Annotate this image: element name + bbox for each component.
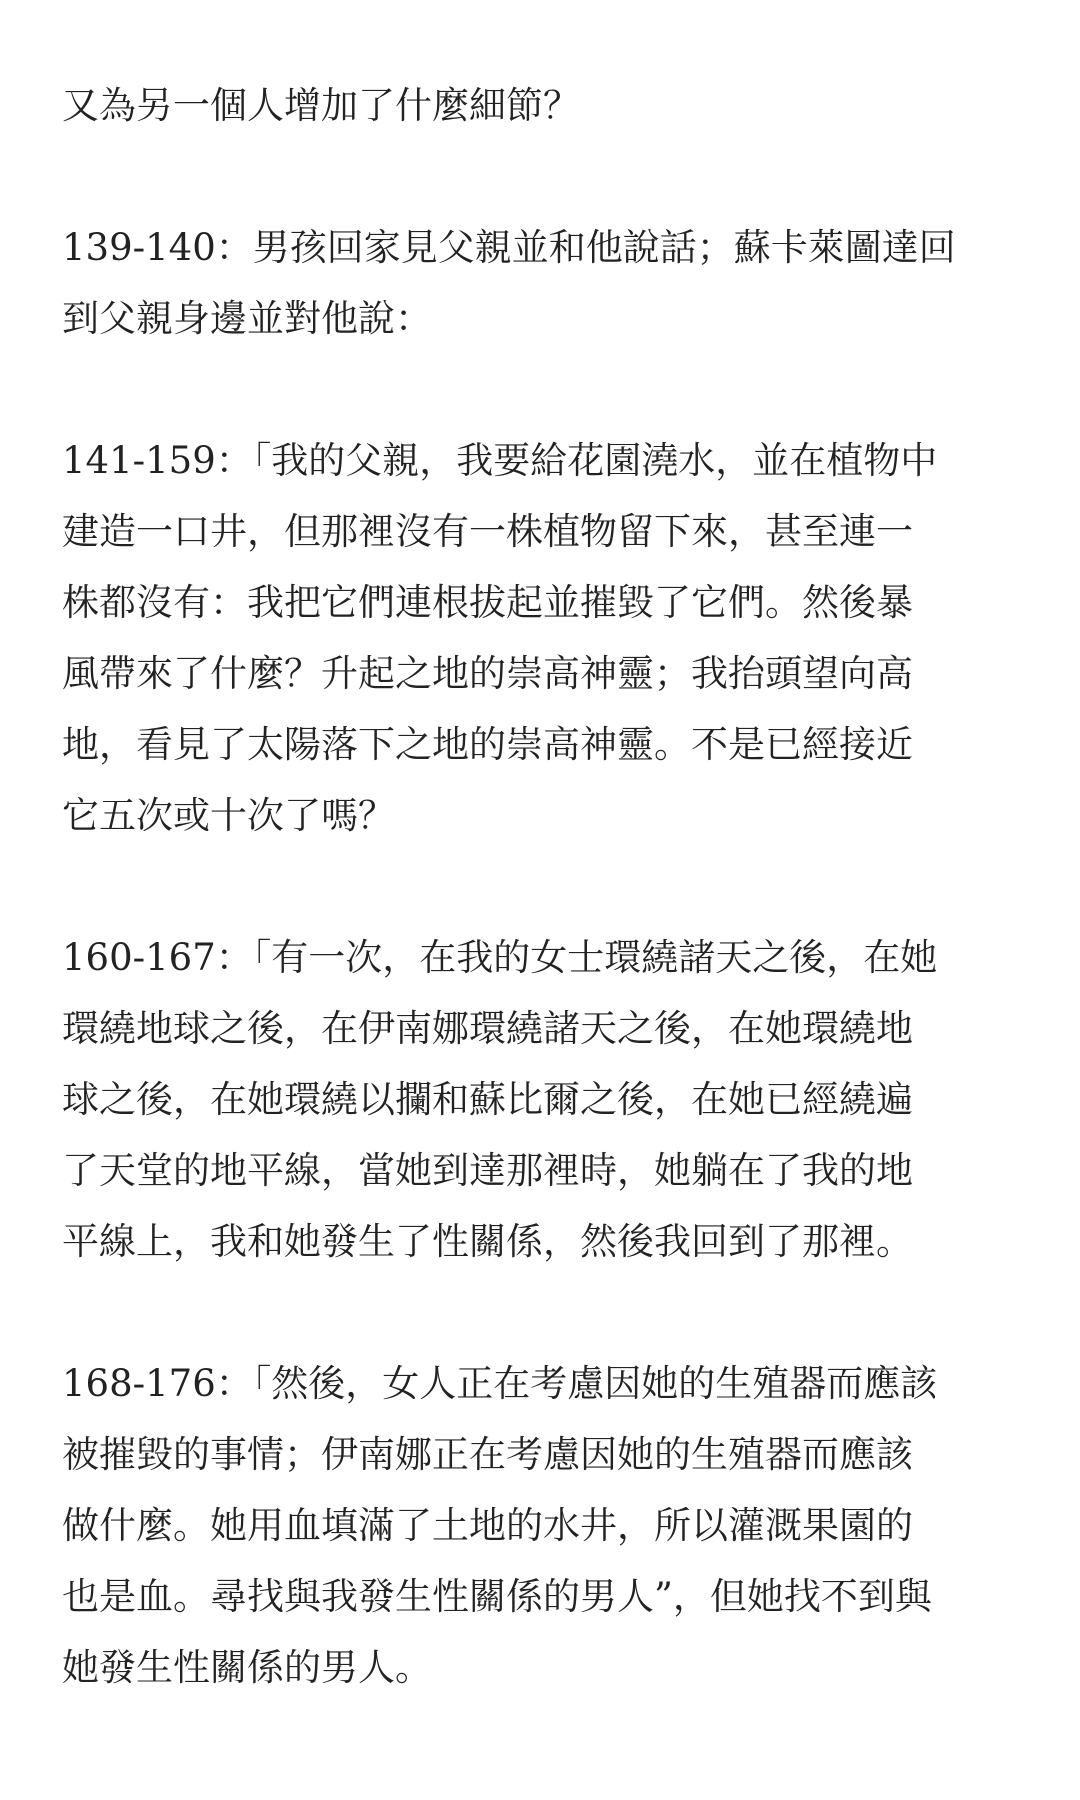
paragraph-question: 又為另一個人增加了什麼細節？: [62, 84, 580, 127]
paragraph-lines-141-159: 141-159：「我的父親，我要給花園澆水，並在植物中 建造一口井，但那裡沒有一株植物留下來，甚至連一 株都沒有：我把它們連根拔起並摧毀了它們。然後暴 風帶來了什麼？升起之地的崇高神靈；我抬頭望向高 地，看見了太陽落下之地的崇高神靈。不是已經接近 它五次或十次了嗎？: [62, 439, 938, 837]
paragraph-lines-168-176: 168-176：「然後，女人正在考慮因她的生殖器而應該 被摧毀的事情；伊南娜正在考慮因她的生殖器而應該 做什麼。她用血填滿了土地的水井，所以灌溉果園的 也是血。尋找與我發生性關係的男人”，但她找不到與 她發生性關係的男人。: [62, 1362, 938, 1689]
paragraph-lines-160-167: 160-167：「有一次，在我的女士環繞諸天之後，在她 環繞地球之後，在伊南娜環繞諸天之後，在她環繞地 球之後，在她環繞以攔和蘇比爾之後，在她已經繞遍 了天堂的地平線，當她到達那裡時，她躺在了我的地 平線上，我和她發生了性關係，然後我回到了那裡。: [62, 936, 938, 1263]
paragraph-lines-139-140: 139-140：男孩回家見父親並和他說話；蘇卡萊圖達回 到父親身邊並對他說：: [62, 226, 956, 340]
article-body: [62, 70, 1042, 1774]
